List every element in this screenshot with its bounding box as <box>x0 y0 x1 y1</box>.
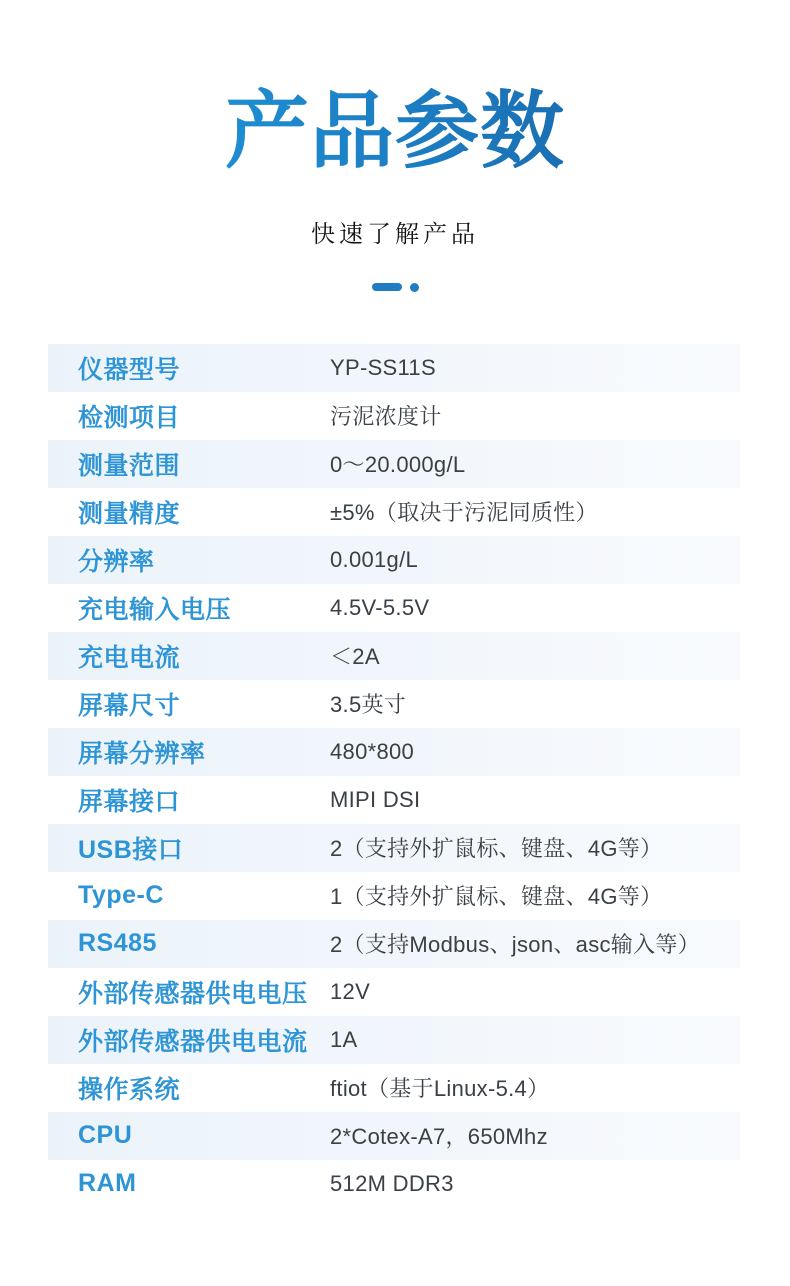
spec-table-row <box>48 1160 740 1208</box>
spec-value: 0～20.000g/L <box>330 452 466 478</box>
spec-table-row <box>48 440 740 488</box>
spec-value: ±5%（取决于污泥同质性） <box>330 500 598 526</box>
dot-icon <box>410 283 419 292</box>
spec-value: 12V <box>330 978 371 1004</box>
spec-value: 2*Cotex-A7，650Mhz <box>330 1124 548 1150</box>
spec-table-row <box>48 344 740 392</box>
spec-label: 充电输入电压 <box>78 595 232 624</box>
spec-table-row <box>48 488 740 536</box>
spec-label: 屏幕尺寸 <box>78 691 181 720</box>
page-subtitle: 快速了解产品 <box>311 220 479 248</box>
spec-label: CPU <box>78 1121 133 1150</box>
spec-label: 屏幕分辨率 <box>78 739 206 768</box>
spec-label: 测量精度 <box>78 499 181 528</box>
spec-label: 检测项目 <box>78 403 181 432</box>
dash-icon <box>372 283 402 291</box>
spec-table-row <box>48 1016 740 1064</box>
spec-value: ftiot（基于Linux-5.4） <box>330 1076 550 1102</box>
spec-value: 480*800 <box>330 738 415 764</box>
spec-label: 外部传感器供电电压 <box>78 979 308 1008</box>
spec-table-row <box>48 1112 740 1160</box>
spec-label: 操作系统 <box>78 1075 181 1104</box>
spec-label: RAM <box>78 1169 137 1198</box>
spec-table <box>48 344 740 1208</box>
spec-value: MIPI DSI <box>330 786 421 812</box>
spec-table-row <box>48 872 740 920</box>
title-decoration <box>0 283 790 292</box>
spec-value: ＜2A <box>330 644 380 670</box>
spec-table-row <box>48 584 740 632</box>
page-header <box>0 81 790 292</box>
spec-value: 3.5英寸 <box>330 692 407 718</box>
spec-table-row <box>48 776 740 824</box>
spec-label: USB接口 <box>78 835 184 864</box>
spec-table-row <box>48 968 740 1016</box>
spec-value: 1A <box>330 1026 358 1052</box>
spec-table-row <box>48 536 740 584</box>
spec-table-row <box>48 824 740 872</box>
spec-value: 1（支持外扩鼠标、键盘、4G等） <box>330 884 663 910</box>
spec-label: 充电电流 <box>78 643 181 672</box>
spec-value: 512M DDR3 <box>330 1170 454 1196</box>
spec-label: 仪器型号 <box>78 355 181 384</box>
spec-table-row <box>48 680 740 728</box>
spec-table-row <box>48 728 740 776</box>
spec-label: RS485 <box>78 929 157 958</box>
spec-label: 屏幕接口 <box>78 787 181 816</box>
spec-label: 外部传感器供电电流 <box>78 1027 308 1056</box>
spec-value: 4.5V-5.5V <box>330 594 430 620</box>
spec-value: YP-SS11S <box>330 354 436 380</box>
spec-value: 污泥浓度计 <box>330 404 442 430</box>
spec-label: Type-C <box>78 881 164 910</box>
spec-table-row <box>48 392 740 440</box>
spec-table-row <box>48 632 740 680</box>
spec-value: 0.001g/L <box>330 546 419 572</box>
spec-label: 分辨率 <box>78 547 155 576</box>
spec-value: 2（支持外扩鼠标、键盘、4G等） <box>330 836 663 862</box>
spec-value: 2（支持Modbus、json、asc输入等） <box>330 932 700 958</box>
spec-table-row <box>48 1064 740 1112</box>
spec-label: 测量范围 <box>78 451 181 480</box>
spec-table-row <box>48 920 740 968</box>
page-title: 产品参数 <box>0 86 790 177</box>
